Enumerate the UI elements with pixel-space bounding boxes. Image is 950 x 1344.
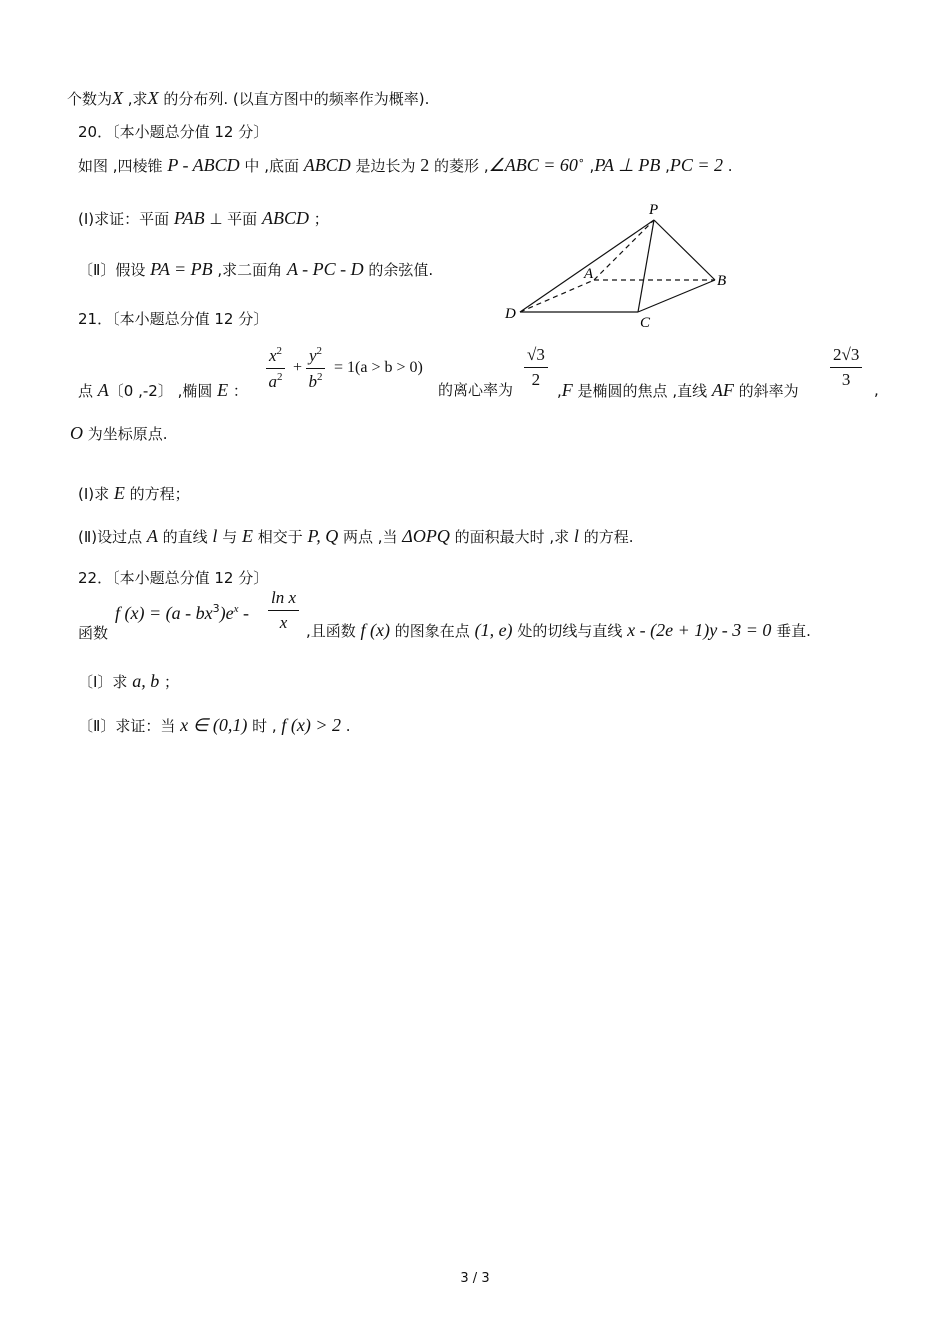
q20-statement: 如图 ,四棱锥 P - ABCD 中 ,底面 ABCD 是边长为 2 的菱形 ,∠ABC = 60∘ ,PA ⊥ PB ,PC = 2 . [78, 154, 733, 175]
q21-part2: (Ⅱ)设过点 A 的直线 l 与 E 相交于 P, Q 两点 ,当 ΔOPQ 的面积最大时 ,求 l 的方程. [78, 526, 634, 546]
q21-origin: O 为坐标原点. [70, 423, 168, 443]
label-C: C [640, 315, 651, 331]
text: 的分布列. (以直方图中的频率作为概率). [158, 90, 430, 108]
q20-header: 20．〔本小题总分值 12 分〕 [78, 123, 269, 141]
pyramid-figure [500, 198, 740, 333]
math-X: X [147, 88, 159, 108]
math-angle: ∠ABC = 60 [488, 155, 578, 175]
intro-line [67, 87, 429, 110]
q21-header: 21．〔本小题总分值 12 分〕 [78, 310, 269, 328]
frac-y2-b2: $\frac{y^2}{b^2}$ [306, 345, 325, 392]
q22-function: f $(x) = (a - bx^3)e^x$ - [115, 602, 249, 623]
q22-part2: 〔Ⅱ〕求证：当 x ∈ (0,1) 时 , f (x) > 2 . [78, 715, 351, 735]
math-X: X [112, 88, 124, 108]
q21-statement: 点 A〔0 ,-2〕 ,椭圆 E ： [78, 380, 248, 400]
edge-BP [654, 220, 715, 280]
frac-x2-a2: $\frac{x^2}{a^2}$ [266, 345, 285, 392]
q22-statement: ,且函数 f (x) 的图象在点 (1, e) 处的切线与直线 x - (2e + 1)y - 3 = 0 垂直. [306, 620, 811, 640]
q21-statement-cont2: ,F 是椭圆的焦点 ,直线 AF 的斜率为 [557, 380, 799, 400]
degree-sign: ∘ [577, 154, 585, 167]
math-pc: PC = 2 [669, 155, 724, 175]
label-B: B [717, 273, 727, 289]
eccentricity-frac: $\frac{√3}{2}$ [524, 345, 548, 390]
math-pyramid: P - ABCD [167, 155, 240, 175]
math-base: ABCD [303, 155, 351, 175]
q22-header: 22．〔本小题总分值 12 分〕 [78, 569, 269, 587]
q21-statement-cont: 的离心率为 [438, 381, 514, 399]
lnx-over-x: $\frac{\text{ln x}}{x}$ [268, 588, 299, 633]
label-A: A [584, 266, 594, 282]
q21-comma: , [874, 381, 879, 399]
edge-DA-hidden [520, 280, 594, 312]
label-P: P [649, 202, 659, 218]
q20-part1: (Ⅰ)求证：平面 PAB ⊥ 平面 ABCD ； [78, 208, 329, 228]
page-number: 3 / 3 [460, 1271, 490, 1286]
math-perp: PA ⊥ PB [594, 155, 661, 175]
edge-CB [638, 280, 715, 312]
text: ,求 [123, 90, 148, 108]
text: 个数为 [67, 90, 113, 108]
slope-frac: $\frac{2√3}{3}$ [830, 345, 862, 390]
q22-part1: 〔Ⅰ〕求 a, b ； [78, 671, 179, 691]
q22-label: 函数 [78, 624, 109, 642]
q21-part1: (Ⅰ)求 E 的方程； [78, 483, 190, 503]
math-side: 2 [420, 155, 430, 175]
q20-part2: 〔Ⅱ〕假设 PA = PB ,求二面角 A - PC - D 的余弦值. [78, 259, 434, 279]
label-D: D [505, 306, 516, 322]
